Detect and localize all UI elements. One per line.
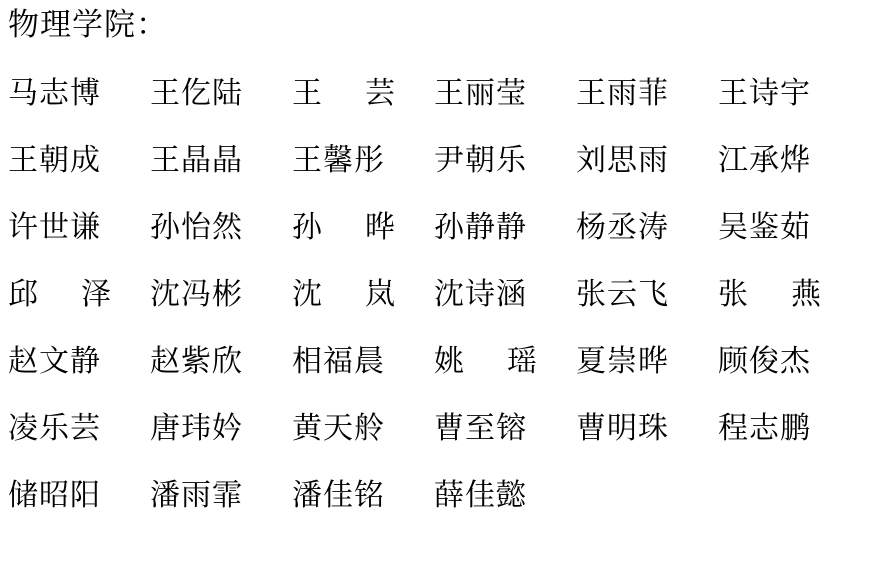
name-entry: 邱 泽 — [8, 277, 112, 311]
name-entry: 王晶晶 — [150, 143, 243, 177]
name-entry: 沈冯彬 — [150, 277, 243, 311]
name-entry: 马志博 — [8, 76, 101, 110]
name-list-grid — [8, 56, 875, 525]
name-entry: 沈诗涵 — [434, 277, 527, 311]
name-entry: 张 燕 — [718, 277, 822, 311]
name-entry: 尹朝乐 — [434, 143, 527, 177]
name-entry: 程志鹏 — [718, 411, 811, 445]
name-entry: 王诗宇 — [718, 76, 811, 110]
name-entry: 孙静静 — [434, 210, 527, 244]
name-entry: 王仡陆 — [150, 76, 243, 110]
name-entry: 凌乐芸 — [8, 411, 101, 445]
name-entry: 夏崇晔 — [576, 344, 669, 378]
name-entry: 沈 岚 — [292, 277, 396, 311]
name-entry: 姚 瑶 — [434, 344, 538, 378]
name-entry: 顾俊杰 — [718, 344, 811, 378]
name-entry: 王馨彤 — [292, 143, 385, 177]
name-entry: 潘雨霏 — [150, 478, 243, 512]
name-entry: 黄天舲 — [292, 411, 385, 445]
name-entry: 赵文静 — [8, 344, 101, 378]
name-entry: 孙怡然 — [150, 210, 243, 244]
name-entry: 王朝成 — [8, 143, 101, 177]
name-entry: 吴鉴茹 — [718, 210, 811, 244]
name-entry: 刘思雨 — [576, 143, 669, 177]
page-title: 物理学院： — [8, 7, 168, 42]
name-entry: 杨丞涛 — [576, 210, 669, 244]
name-entry: 曹至镕 — [434, 411, 527, 445]
name-entry: 储昭阳 — [8, 478, 101, 512]
name-entry: 孙 晔 — [292, 210, 396, 244]
name-entry: 王雨菲 — [576, 76, 669, 110]
name-entry: 潘佳铭 — [292, 478, 385, 512]
name-entry: 相福晨 — [292, 344, 385, 378]
name-entry: 唐玮妗 — [150, 411, 243, 445]
name-entry: 许世谦 — [8, 210, 101, 244]
name-entry: 江承烨 — [718, 143, 811, 177]
name-entry: 王 芸 — [292, 76, 396, 110]
name-entry: 张云飞 — [576, 277, 669, 311]
name-entry: 曹明珠 — [576, 411, 669, 445]
name-entry: 赵紫欣 — [150, 344, 243, 378]
name-entry: 王丽莹 — [434, 76, 527, 110]
name-entry: 薛佳懿 — [434, 478, 527, 512]
